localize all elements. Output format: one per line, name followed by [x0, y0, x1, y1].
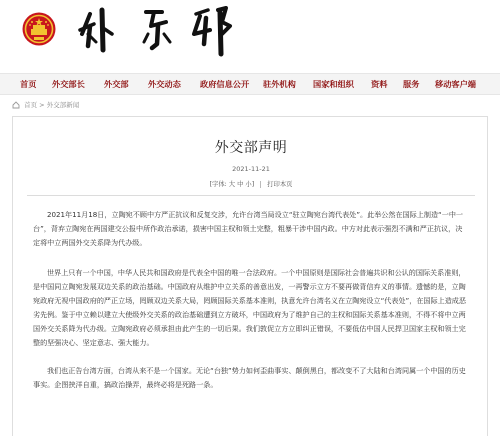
ministry-logo-calligraphy[interactable] — [76, 4, 266, 60]
nav-item-mobile-app[interactable]: 移动客户端 — [435, 79, 476, 89]
font-size-medium-button[interactable]: 中 — [237, 181, 244, 188]
nav-item-info-disclosure[interactable]: 政府信息公开 — [200, 79, 250, 89]
font-size-small-button[interactable]: 小] — [245, 181, 255, 188]
breadcrumb — [12, 99, 79, 111]
site-header — [0, 0, 500, 73]
font-size-label: [字体: — [209, 181, 227, 188]
font-size-large-button[interactable]: 大 — [228, 181, 236, 188]
article-title: 外交部声明 — [214, 140, 288, 156]
nav-item-ministry[interactable]: 外交部 — [104, 79, 129, 89]
tool-divider — [260, 181, 261, 188]
nav-item-countries[interactable]: 国家和组织 — [313, 79, 354, 89]
print-page-button[interactable]: 打印本页 — [267, 181, 293, 188]
article-paragraph: 世界上只有一个中国，中华人民共和国政府是代表全中国的唯一合法政府。一个中国原则是国际社会普遍共识和公认的国际关系准则，是中国同立陶宛发展双边关系的政治基础。中国政府从维护中立关系的善意出发，一再警示立方不要再做背信弃义的事情。遗憾的是，立陶宛政府无视中国政府的严正立场，罔顾双边关系大局，罔顾国际关系基本准则，执意允许台湾名义在立陶宛设立“代表处”，在国际上造成恶劣先例。鉴于中立赖以建立大使级外交关系的政治基础遭到立方破坏，中国政府为了维护自己的主权和国际关系基本准则，不得不将中立两国外交关系降为代办级。立陶宛政府必须承担由此产生的一切后果。我们敦促立方立即纠正错误，不要低估中国人民捍卫国家主权和领土完整的坚强决心、坚定意志、强大能力。 — [33, 268, 466, 347]
breadcrumb-home[interactable]: 首页 — [24, 101, 38, 109]
nav-item-activities[interactable]: 外交动态 — [148, 79, 181, 89]
article-panel — [12, 116, 488, 436]
nav-item-services[interactable]: 服务 — [403, 79, 420, 89]
title-divider — [27, 195, 475, 196]
nav-item-resources[interactable]: 资料 — [371, 79, 388, 89]
breadcrumb-current[interactable]: 外交部新闻 — [46, 101, 80, 109]
main-nav — [0, 73, 500, 95]
article-paragraph: 2021年11月18日，立陶宛不顾中方严正抗议和反复交涉，允许台湾当局设立“驻立陶宛台湾代表处”。此举公然在国际上制造“一中一台”，背弃立陶宛在两国建交公报中所作政治承诺，损害中国主权和领土完整，粗暴干涉中国内政。中方对此表示强烈不满和严正抗议，决定将中立两国外交关系降为代办级。 — [33, 210, 464, 247]
article-tools — [13, 179, 489, 188]
nav-item-minister[interactable]: 外交部长 — [52, 79, 85, 89]
home-icon — [12, 101, 20, 109]
article-paragraph: 我们也正告台湾方面，台湾从来不是一个国家。无论“台独”势力如何歪曲事实、颠倒黑白，都改变不了大陆和台湾同属一个中国的历史事实。企图挟洋自重，搞政治操弄，最终必将是死路一条。 — [33, 366, 466, 389]
article-date: 2021-11-21 — [232, 165, 270, 173]
nav-item-missions[interactable]: 驻外机构 — [263, 79, 296, 89]
national-emblem-icon[interactable] — [22, 12, 56, 46]
nav-item-home[interactable]: 首页 — [20, 79, 37, 89]
article-body — [33, 208, 469, 406]
breadcrumb-separator: > — [39, 101, 45, 109]
